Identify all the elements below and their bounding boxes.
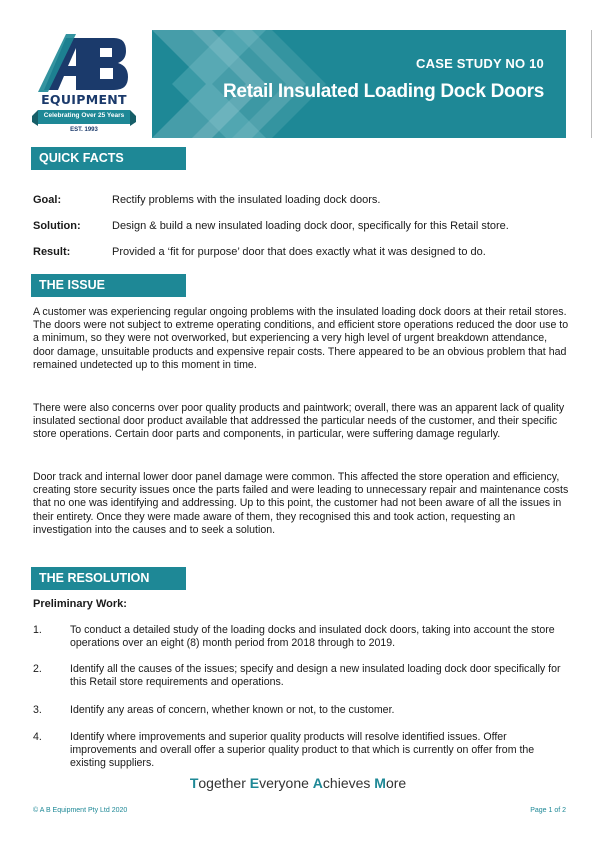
footer-page-number: Page 1 of 2	[530, 807, 566, 814]
list-text: Identify where improvements and superior quality products will resolve identified issues. Offer improvements and overall offer a superior quality product to that which is currently on offer from the existing suppliers.	[70, 731, 535, 770]
list-text: Identify any areas of concern, whether known or not, to the customer.	[70, 704, 395, 716]
fact-label: Solution:	[33, 220, 81, 232]
list-number: 4.	[33, 731, 42, 743]
fact-value: Design & build a new insulated loading dock door, specifically for this Retail store.	[112, 220, 509, 232]
footer-copyright: © A B Equipment Pty Ltd 2020	[33, 807, 128, 814]
tagline-word: veryone	[259, 775, 313, 791]
list-text: To conduct a detailed study of the loading docks and insulated dock doors, taking into account the store operations over an eight (8) month period from 2018 through to 2019.	[70, 624, 555, 650]
logo-wordmark: EQUIPMENT	[41, 92, 127, 107]
tagline-initial: T	[189, 775, 199, 791]
case-study-number: CASE STUDY NO 10	[416, 56, 544, 71]
tagline-initial: M	[374, 775, 386, 791]
logo-ribbon-text: Celebrating Over 25 Years	[43, 112, 125, 119]
resolution-heading: THE RESOLUTION	[31, 567, 186, 590]
issue-paragraph: There were also concerns over poor quality products and paintwork; overall, there was an apparent lack of quality insulated sectional door product available that addressed the particular needs of the customer, and their specific store operations. Certain door parts and components, in particular, were suffering damage regularly.	[33, 402, 565, 441]
list-number: 3.	[33, 704, 42, 716]
tagline-initial: E	[249, 775, 260, 791]
list-number: 2.	[33, 663, 42, 675]
issue-heading: THE ISSUE	[31, 274, 186, 297]
quick-facts-heading: QUICK FACTS	[31, 147, 186, 170]
preliminary-work-subheading: Preliminary Work:	[33, 598, 127, 610]
issue-paragraph: A customer was experiencing regular ongoing problems with the insulated loading dock doors at their retail stores. The doors were not subject to extreme operating conditions, and efficient store operations reduced the door use to a minimum, so they were not overworked, but experiencing a very high level of urgent breakdown attendance, door damage, unsuitable products and expensive repair costs. There appeared to be an obvious problem that had remained undetected up to this moment in time.	[33, 306, 569, 371]
list-text: Identify all the causes of the issues; specify and design a new insulated loading dock door specifically for this Retail store requirements and operations.	[70, 663, 561, 689]
company-logo	[28, 30, 140, 140]
fact-value: Rectify problems with the insulated loading dock doors.	[112, 194, 381, 206]
tagline-word: chieves	[322, 775, 375, 791]
case-study-title: Retail Insulated Loading Dock Doors	[223, 81, 544, 102]
list-number: 1.	[33, 624, 42, 636]
margin-line	[591, 30, 592, 138]
tagline-word: ogether	[198, 775, 250, 791]
fact-label: Result:	[33, 246, 71, 258]
fact-label: Goal:	[33, 194, 62, 206]
company-tagline	[0, 775, 596, 791]
tagline-initial: A	[312, 775, 323, 791]
logo-established: EST. 1993	[70, 127, 98, 133]
issue-paragraph: Door track and internal lower door panel damage were common. This affected the store operation and efficiency, creating store security issues once the parts failed and were leading to unnecessary repair and maintenance costs that no one was identifying and addressing. Up to this point, the customer had not been aware of all the issues in their entirety. Once they were made aware of them, they recognised this and took action, requesting an investigation into the causes and to seek a solution.	[33, 471, 569, 536]
header-banner	[152, 30, 566, 138]
tagline-word: ore	[385, 775, 407, 791]
fact-value: Provided a ‘fit for purpose’ door that does exactly what it was designed to do.	[112, 246, 486, 258]
